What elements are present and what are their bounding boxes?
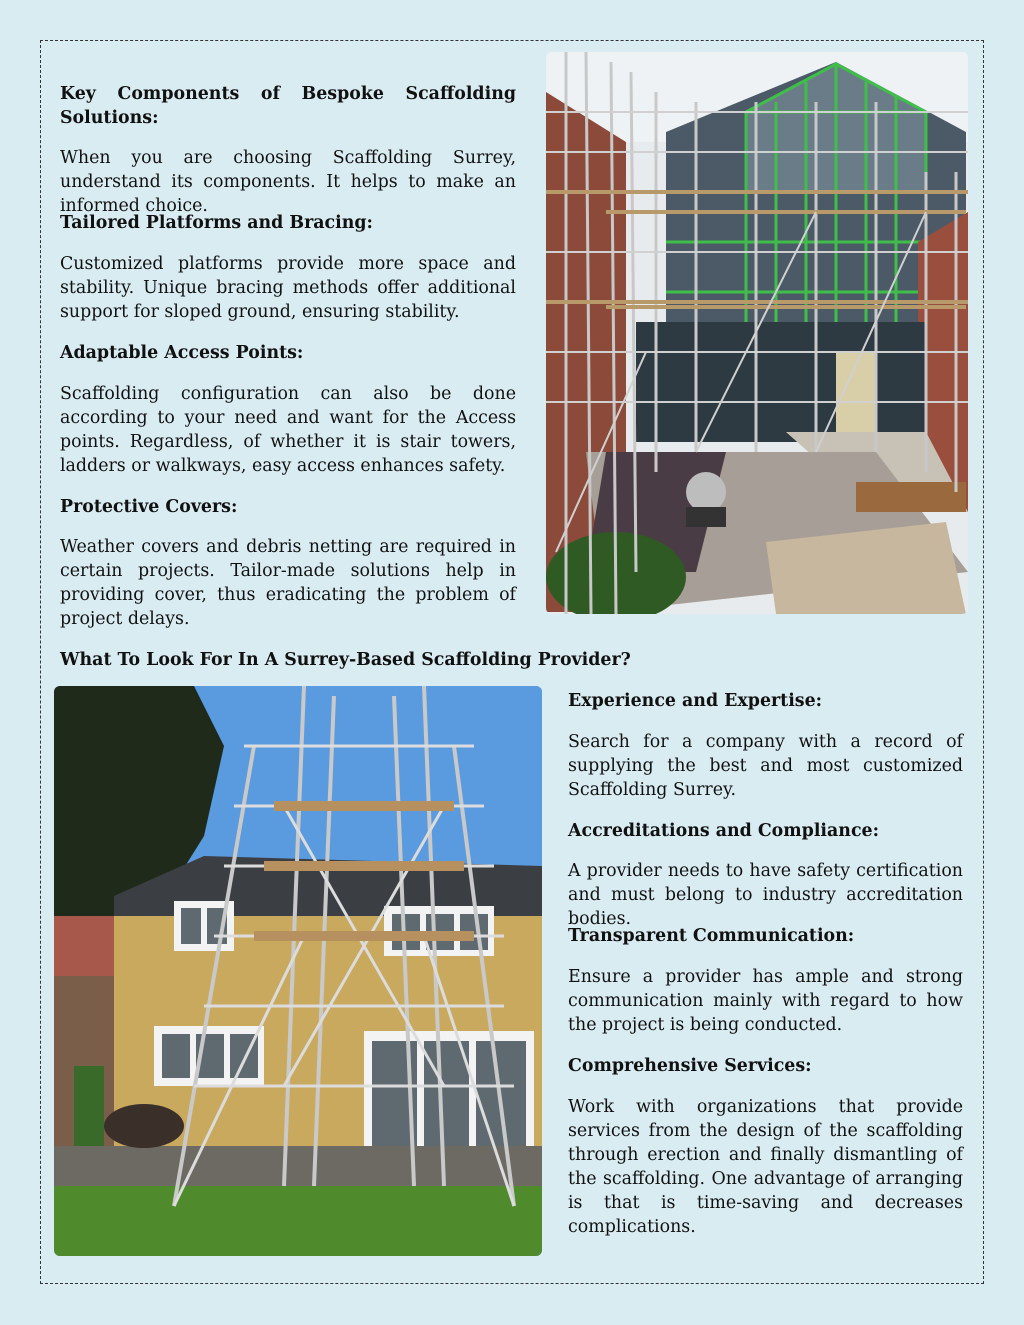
item-text: Search for a company with a record of supplying the best and most customized Scaffolding Surrey.: [568, 732, 963, 800]
house-scaffolding-photo: [54, 686, 542, 1256]
item-text: Weather covers and debris netting are required in certain projects. Tailor-made solutions help in providing cover, thus eradicating the problem of project delays.: [60, 537, 516, 629]
item-text: Customized platforms provide more space and stability. Unique bracing methods offer additional support for sloped ground, ensuring stability.: [60, 254, 516, 322]
item-title: Transparent Communication:: [568, 926, 855, 946]
key-components-heading: Key Components of Bespoke Scaffolding Solutions:: [60, 84, 516, 128]
item-title: Protective Covers:: [60, 497, 238, 517]
item-title: Adaptable Access Points:: [60, 343, 304, 363]
key-components-intro: When you are choosing Scaffolding Surrey, understand its components. It helps to make an informed choice.: [60, 148, 516, 216]
courtyard-scaffolding-photo: [546, 52, 968, 614]
item-title: Tailored Platforms and Bracing:: [60, 213, 373, 233]
item-title: Accreditations and Compliance:: [568, 821, 880, 841]
item-text: A provider needs to have safety certification and must belong to industry accreditation bodies.: [568, 861, 963, 929]
provider-section-heading: What To Look For In A Surrey-Based Scaffolding Provider?: [60, 650, 631, 670]
item-text: Ensure a provider has ample and strong communication mainly with regard to how the project is being conducted.: [568, 967, 963, 1035]
item-text: Work with organizations that provide services from the design of the scaffolding through erection and finally dismantling of the scaffolding. One advantage of arranging is that is time-saving and decreases complications.: [568, 1097, 963, 1237]
item-text: Scaffolding configuration can also be done according to your need and want for the Access points. Regardless, of whether it is stair towers, ladders or walkways, easy access enhances safety.: [60, 384, 516, 476]
item-title: Experience and Expertise:: [568, 691, 823, 711]
item-title: Comprehensive Services:: [568, 1056, 812, 1076]
